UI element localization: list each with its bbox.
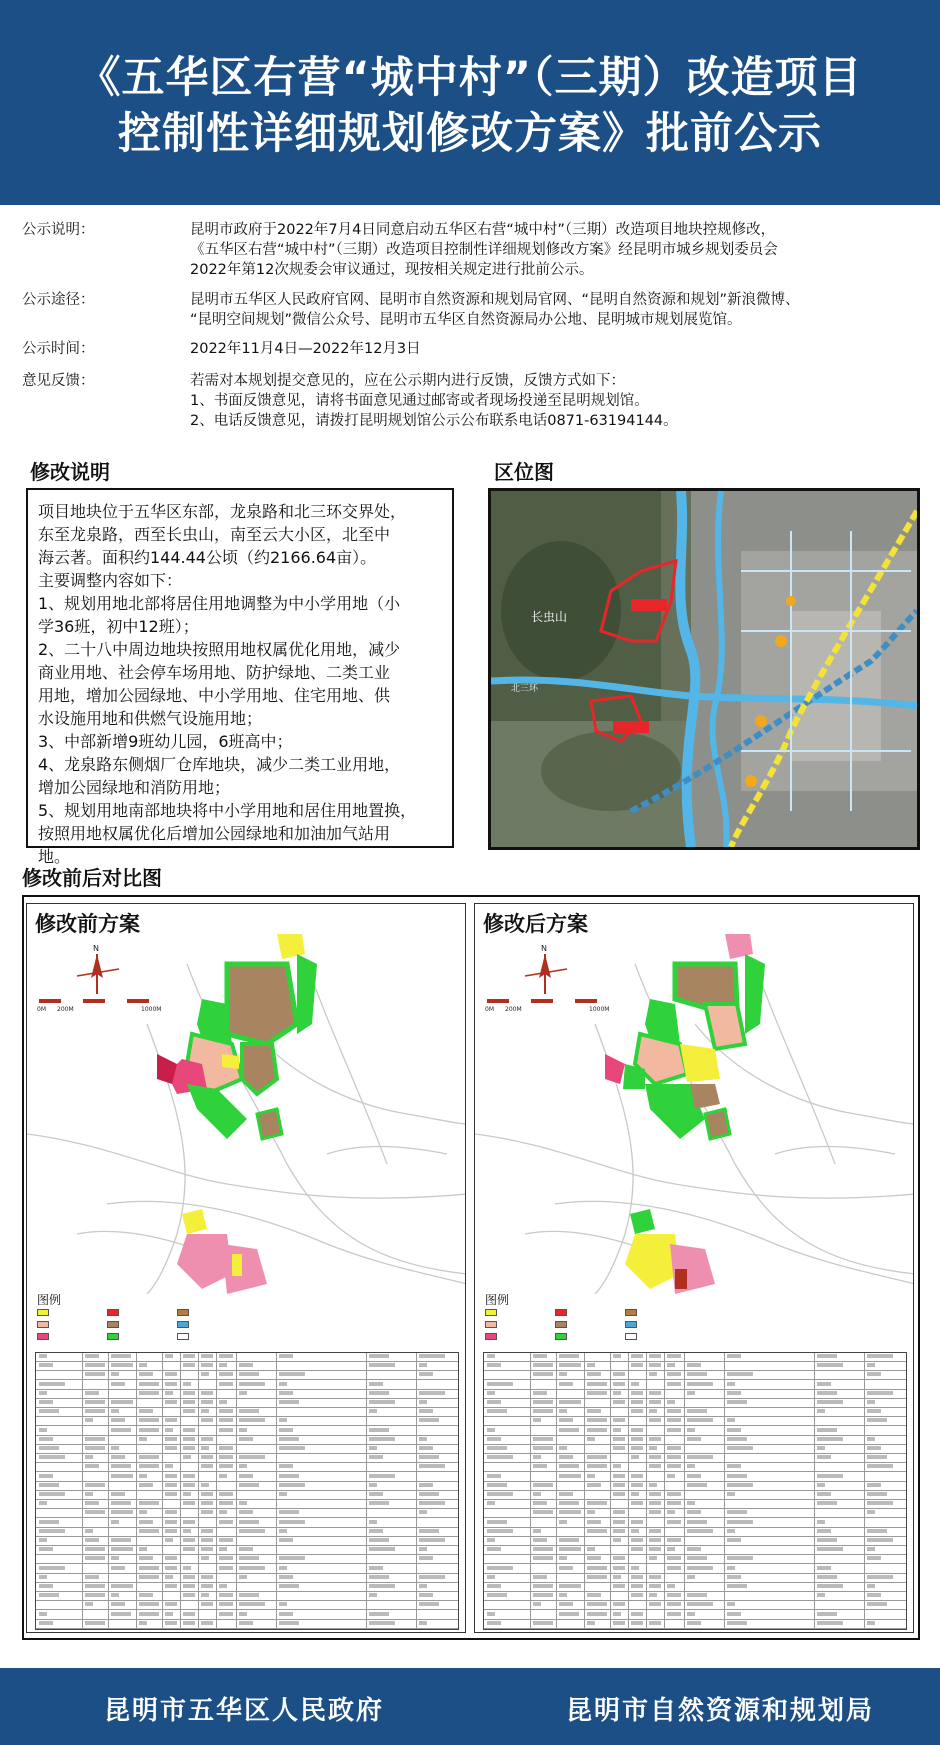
info-label: 公示说明：: [22, 222, 95, 238]
table-row: [36, 1555, 459, 1564]
legend-item: [37, 1320, 51, 1328]
legend-item: [177, 1320, 191, 1328]
table-row: [36, 1390, 459, 1399]
table-row: [36, 1491, 459, 1500]
table-row: [484, 1491, 907, 1500]
legend-title: 图例: [37, 1293, 62, 1307]
table-row: [484, 1381, 907, 1390]
table-row: [484, 1445, 907, 1454]
table-row: [484, 1353, 907, 1362]
parcel-residential: [242, 1044, 277, 1094]
table-row: [36, 1482, 459, 1491]
legend-item: [625, 1320, 639, 1328]
footer-left-org: 昆明市五华区人民政府: [104, 1696, 385, 1726]
table-row: [484, 1601, 907, 1610]
table-row: [36, 1500, 459, 1509]
legend-title: 图例: [485, 1293, 510, 1307]
info-line: 2022年第12次规委会审议通过，现按相关规定进行批前公示。: [190, 262, 594, 278]
description-line: 3、中部新增9班幼儿园，6班高中；: [38, 732, 293, 751]
parcel-pink: [222, 1244, 267, 1294]
table-row: [484, 1482, 907, 1491]
info-label: 公示途径：: [22, 292, 95, 308]
description-line: 2、二十八中周边地块按照用地权属优化用地，减少: [38, 640, 401, 659]
page-title-line2: 控制性详细规划修改方案》批前公示: [118, 109, 822, 159]
parcel-commercial: [605, 1054, 625, 1084]
info-label: 公示时间：: [22, 341, 95, 357]
info-line: 昆明市五华区人民政府官网、昆明市自然资源和规划局官网、“昆明自然资源和规划”新浪微博、: [190, 292, 800, 308]
table-row: [36, 1592, 459, 1601]
scale-label: 1000M: [589, 1006, 610, 1013]
scale-bar: [485, 999, 609, 1013]
table-row: [36, 1565, 459, 1574]
parcel-pink: [725, 934, 753, 959]
location-map-svg: [491, 491, 917, 847]
table-row: [484, 1371, 907, 1380]
legend-item: [485, 1320, 499, 1328]
parcel-residential: [257, 1109, 282, 1139]
table-row: [36, 1445, 459, 1454]
table-row: [36, 1417, 459, 1426]
table-row: [36, 1362, 459, 1371]
scale-label: 200M: [505, 1006, 522, 1013]
table-row: [484, 1565, 907, 1574]
parcel-yellow: [680, 1044, 720, 1082]
table-row: [36, 1399, 459, 1408]
table-row: [36, 1546, 459, 1555]
scale-label: 0M: [485, 1006, 494, 1013]
table-row: [36, 1620, 459, 1629]
info-value: [190, 339, 930, 359]
info-line: 《五华区右营“城中村”（三期）改造项目控制性详细规划修改方案》经昆明市城乡规划委员会: [190, 242, 778, 258]
legend-item: [555, 1320, 569, 1328]
header-banner: [0, 0, 940, 205]
legend-item: [625, 1308, 639, 1316]
plan-after-map: [475, 904, 914, 1294]
table-row: [484, 1574, 907, 1583]
parcel-yellow: [222, 1054, 239, 1069]
table-row: [36, 1463, 459, 1472]
description-line: 主要调整内容如下：: [38, 571, 183, 590]
info-line: 2022年11月4日—2022年12月3日: [190, 341, 421, 357]
legend-item: [107, 1320, 121, 1328]
parcel-green: [745, 954, 765, 1034]
table-row: [36, 1473, 459, 1482]
table-row: [484, 1463, 907, 1472]
legend-item: [625, 1332, 639, 1340]
parcel-residential: [705, 1109, 730, 1139]
north-label: N: [541, 944, 547, 953]
info-value: [190, 220, 930, 280]
description-line: 增加公园绿地和消防用地；: [38, 778, 231, 797]
north-label: N: [93, 944, 99, 953]
table-row: [484, 1362, 907, 1371]
info-label: 意见反馈：: [22, 373, 95, 389]
table-row: [484, 1427, 907, 1436]
legend-item: [555, 1308, 569, 1316]
info-line: 若需对本规划提交意见的，应在公示期内进行反馈，反馈方式如下：: [190, 373, 625, 389]
footer-banner: [0, 1668, 940, 1745]
plan-after: [474, 903, 914, 1633]
parcel-yellow: [182, 1209, 207, 1234]
description-line: 海云著。面积约144.44公顷（约2166.64亩）。: [38, 548, 377, 567]
location-map: [488, 488, 920, 850]
north-arrow: [77, 944, 119, 994]
table-row: [36, 1537, 459, 1546]
table-row: [36, 1353, 459, 1362]
table-row: [484, 1390, 907, 1399]
description-line: 5、规划用地南部地块将中小学用地和居住用地置换，: [38, 801, 417, 820]
table-row: [484, 1537, 907, 1546]
legend-item: [37, 1332, 51, 1340]
table-row: [484, 1592, 907, 1601]
scale-label: 1000M: [141, 1006, 162, 1013]
table-row: [484, 1473, 907, 1482]
location-title: 区位图: [494, 460, 554, 484]
description-line: 用地，增加公园绿地、中小学用地、住宅用地、供: [38, 686, 391, 705]
table-row: [484, 1528, 907, 1537]
table-row: [36, 1509, 459, 1518]
map-label-ring: 北三环: [511, 684, 539, 694]
plan-after-title: 修改后方案: [483, 912, 588, 936]
description-line: 水设施用地和供燃气设施用地；: [38, 709, 263, 728]
info-line: 1、书面反馈意见，请将书面意见通过邮寄或者现场投递至昆明规划馆。: [190, 393, 649, 409]
table-row: [484, 1408, 907, 1417]
table-row: [36, 1436, 459, 1445]
table-row: [484, 1620, 907, 1629]
legend-item: [485, 1308, 499, 1316]
table-row: [484, 1500, 907, 1509]
legend: [37, 1308, 457, 1348]
plan-before-map: [27, 904, 466, 1294]
north-arrow: [525, 944, 567, 994]
table-row: [484, 1417, 907, 1426]
description-line: 商业用地、社会停车场用地、防护绿地、二类工业: [38, 663, 391, 682]
table-row: [36, 1427, 459, 1436]
legend-item: [177, 1308, 191, 1316]
land-use-table-before: [35, 1352, 459, 1630]
scale-label: 0M: [37, 1006, 46, 1013]
table-row: [484, 1436, 907, 1445]
info-value: [190, 290, 930, 330]
description-line: 东至龙泉路，西至长虫山，南至云大小区，北至中: [38, 525, 391, 544]
table-row: [484, 1454, 907, 1463]
description-line: 项目地块位于五华区东部，龙泉路和北三环交界处，: [38, 502, 407, 521]
table-row: [36, 1611, 459, 1620]
table-row: [484, 1555, 907, 1564]
footer-right-org: 昆明市自然资源和规划局: [566, 1696, 875, 1726]
land-use-table-after: [483, 1352, 907, 1630]
map-label-mountain: 长虫山: [531, 610, 568, 624]
parcel-residential: [227, 964, 297, 1044]
description-title: 修改说明: [30, 460, 110, 484]
description-line: 按照用地权属优化后增加公园绿地和加油加气站用: [38, 824, 391, 843]
table-row: [484, 1519, 907, 1528]
legend: [485, 1308, 905, 1348]
table-row: [484, 1611, 907, 1620]
parcel-residential: [690, 1084, 720, 1109]
table-row: [36, 1371, 459, 1380]
info-value: [190, 371, 930, 431]
page-title-line1: 《五华区右营“城中村”（三期）改造项目: [77, 53, 863, 103]
info-line: 2、电话反馈意见，请拨打昆明规划馆公示公布联系电话0871-63194144。: [190, 413, 678, 429]
table-row: [36, 1519, 459, 1528]
legend-item: [177, 1332, 191, 1340]
info-line: 昆明市政府于2022年7月4日同意启动五华区右营“城中村”（三期）改造项目地块控规修改，: [190, 222, 776, 238]
legend-item: [107, 1308, 121, 1316]
table-row: [484, 1399, 907, 1408]
description-box: [26, 488, 454, 866]
scale-label: 200M: [57, 1006, 74, 1013]
table-row: [36, 1454, 459, 1463]
parcel-green: [297, 954, 317, 1034]
table-row: [36, 1381, 459, 1390]
legend-item: [107, 1332, 121, 1340]
info-line: “昆明空间规划”微信公众号、昆明市五华区自然资源局办公地、昆明城市规划展览馆。: [190, 312, 742, 328]
plan-before: [26, 903, 466, 1633]
table-row: [36, 1601, 459, 1610]
parcel-green: [630, 1209, 655, 1234]
parcel-yellow: [277, 934, 305, 959]
description-line: 1、规划用地北部将居住用地调整为中小学用地（小: [38, 594, 401, 613]
table-row: [36, 1408, 459, 1417]
compare-title: 修改前后对比图: [22, 866, 162, 890]
legend-item: [485, 1332, 499, 1340]
table-row: [484, 1546, 907, 1555]
description-line: 学36班，初中12班）；: [38, 617, 199, 636]
table-row: [36, 1583, 459, 1592]
table-row: [484, 1509, 907, 1518]
scale-bar: [37, 999, 161, 1013]
legend-item: [555, 1332, 569, 1340]
parcel-red: [675, 1269, 687, 1289]
description-line: 地。: [38, 847, 71, 866]
table-row: [484, 1583, 907, 1592]
description-line: 4、龙泉路东侧烟厂仓库地块，减少二类工业用地，: [38, 755, 401, 774]
table-row: [36, 1528, 459, 1537]
plan-before-title: 修改前方案: [35, 912, 140, 936]
legend-item: [37, 1308, 51, 1316]
table-row: [36, 1574, 459, 1583]
parcel-green: [187, 1084, 247, 1139]
parcel-yellow: [232, 1254, 242, 1276]
